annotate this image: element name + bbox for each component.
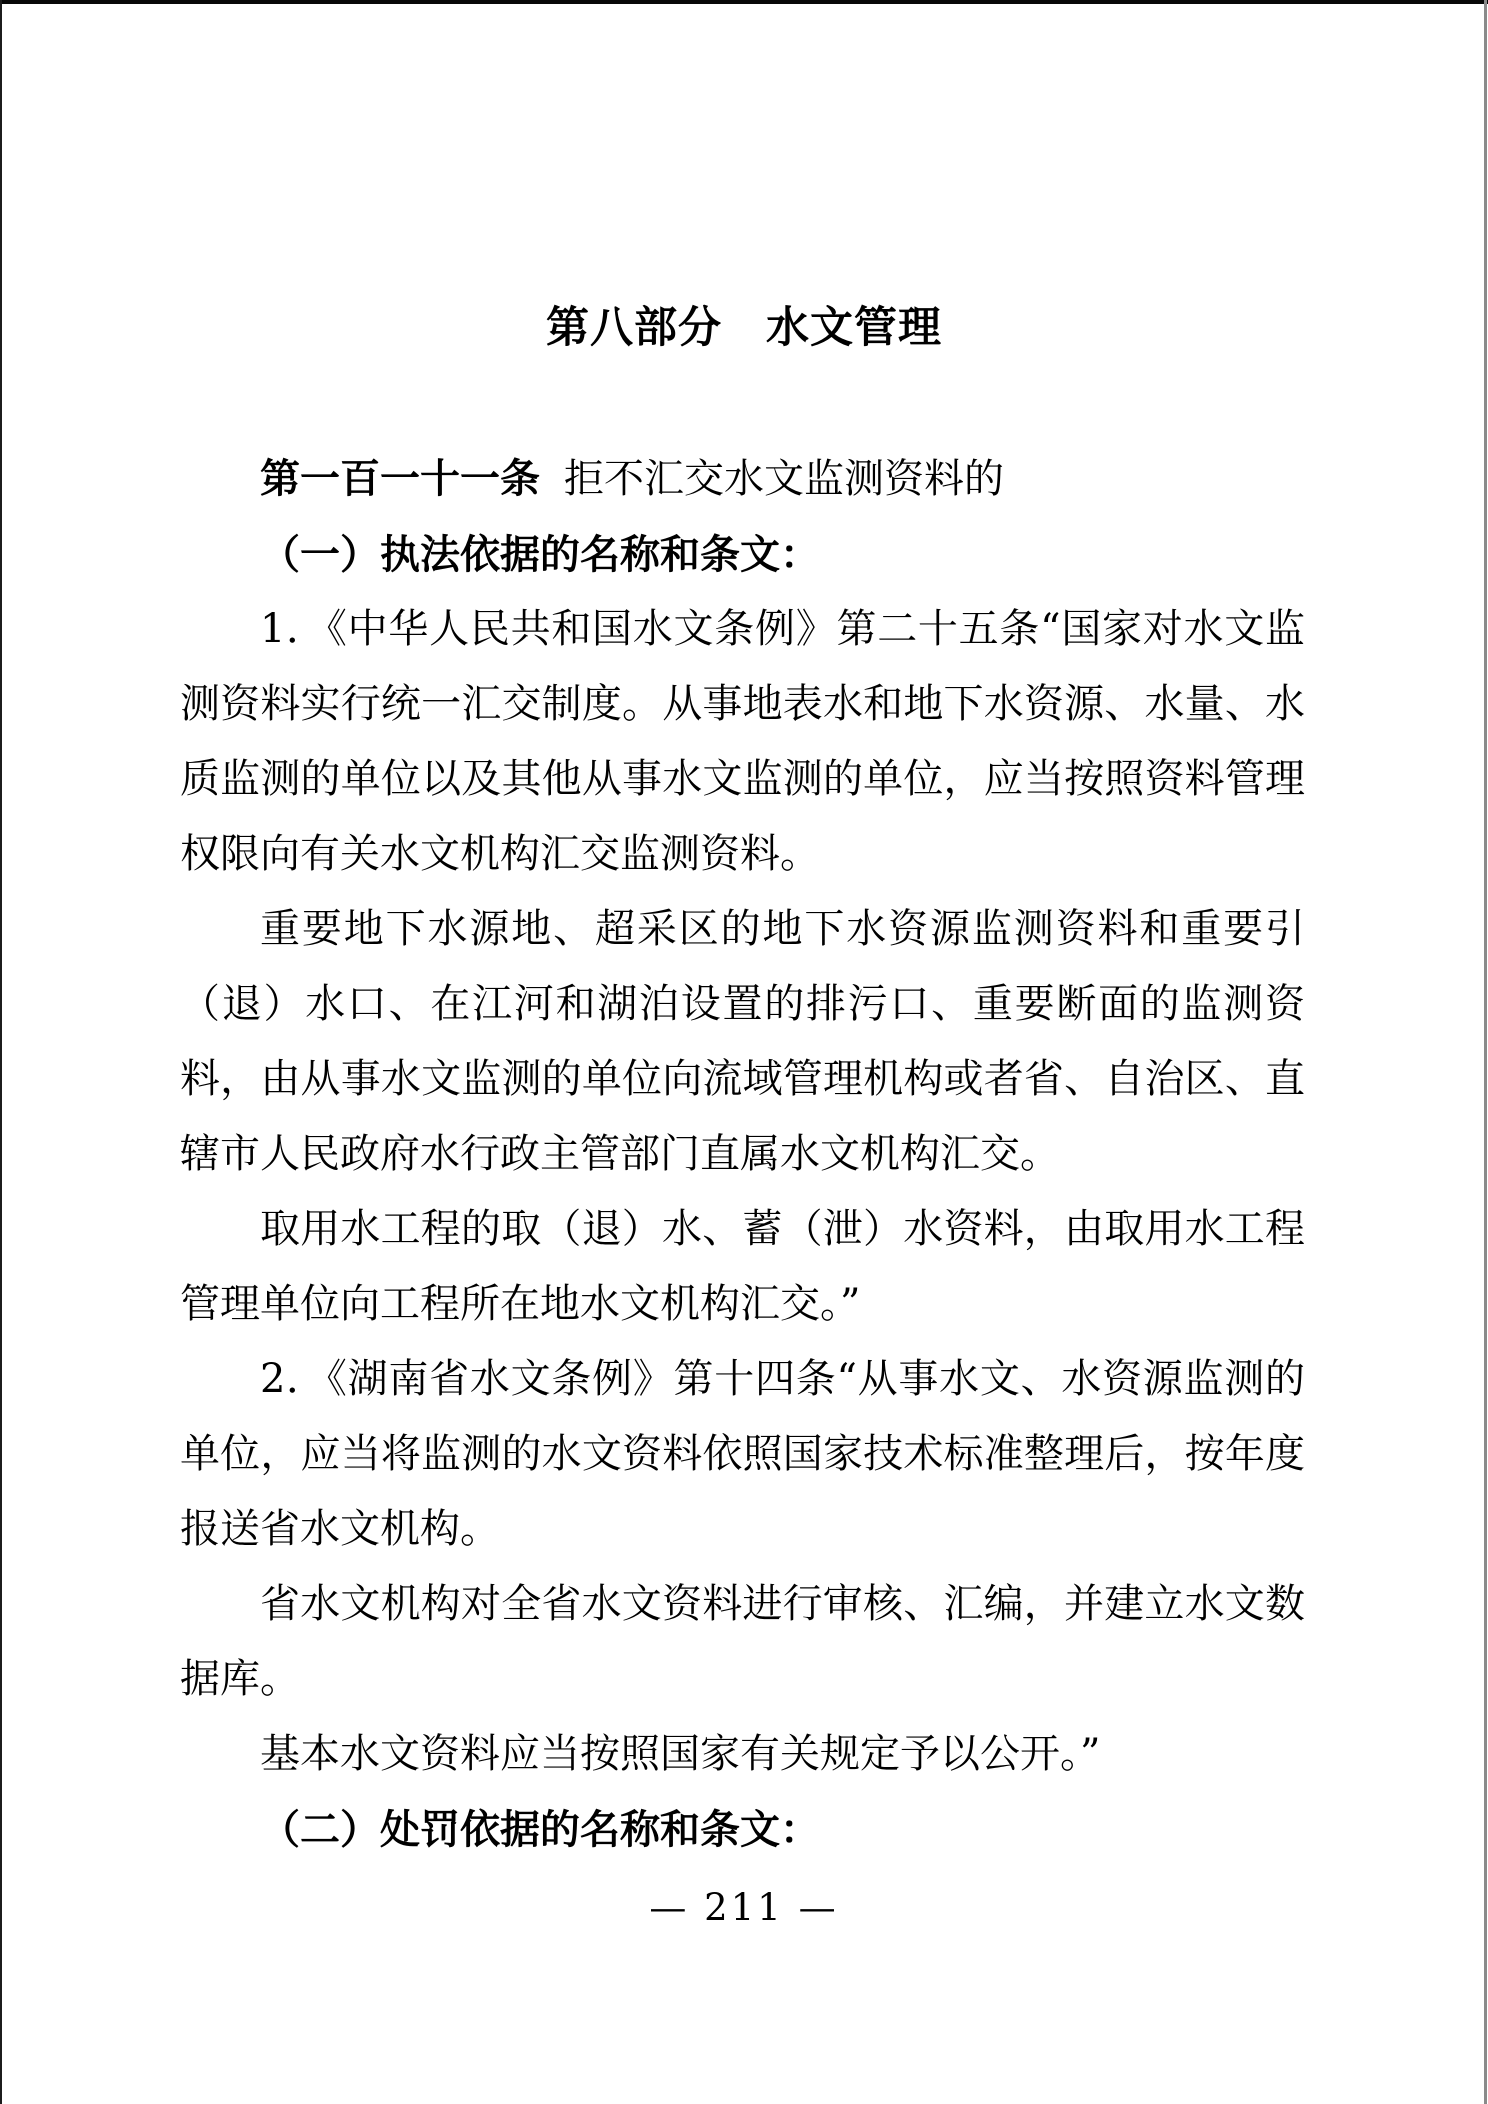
legal-paragraph-1: 1．《中华人民共和国水文条例》第二十五条“国家对水文监测资料实行统一汇交制度。从事地表水和地下水资源、水量、水质监测的单位以及其他从事水文监测的单位，应当按照资料管理权限向有关水文机构汇交监测资料。 — [180, 606, 1305, 877]
page-right-edge — [1484, 0, 1487, 2104]
document-body — [180, 442, 1305, 1867]
article-heading-line — [180, 442, 1305, 517]
article-number: 第一百一十一条 — [260, 457, 540, 501]
part-title: 第八部分 水文管理 — [546, 304, 942, 352]
legal-paragraph-4: 2．《湖南省水文条例》第十四条“从事水文、水资源监测的单位，应当将监测的水文资料依照国家技术标准整理后，按年度报送省水文机构。 — [180, 1356, 1305, 1552]
legal-paragraph-2: 重要地下水源地、超采区的地下水资源监测资料和重要引（退）水口、在江河和湖泊设置的排污口、重要断面的监测资料，由从事水文监测的单位向流域管理机构或者省、自治区、直辖市人民政府水行政主管部门直属水文机构汇交。 — [180, 906, 1305, 1177]
article-subject: 拒不汇交水文监测资料的 — [564, 456, 1004, 502]
legal-paragraph-5: 省水文机构对全省水文资料进行审核、汇编，并建立水文数据库。 — [180, 1581, 1305, 1702]
subsection-heading-penalty-basis: （二）处罚依据的名称和条文： — [260, 1806, 820, 1853]
legal-paragraph-3: 取用水工程的取（退）水、蓄（泄）水资料，由取用水工程管理单位向工程所在地水文机构汇交。” — [180, 1206, 1305, 1327]
legal-paragraph-6: 基本水文资料应当按照国家有关规定予以公开。” — [260, 1731, 1101, 1777]
page-left-edge — [0, 0, 2, 2104]
page-number: — 211 — — [649, 1886, 839, 1929]
subsection-heading-enforcement-basis: （一）执法依据的名称和条文： — [260, 531, 820, 578]
page-top-edge — [0, 0, 1488, 4]
